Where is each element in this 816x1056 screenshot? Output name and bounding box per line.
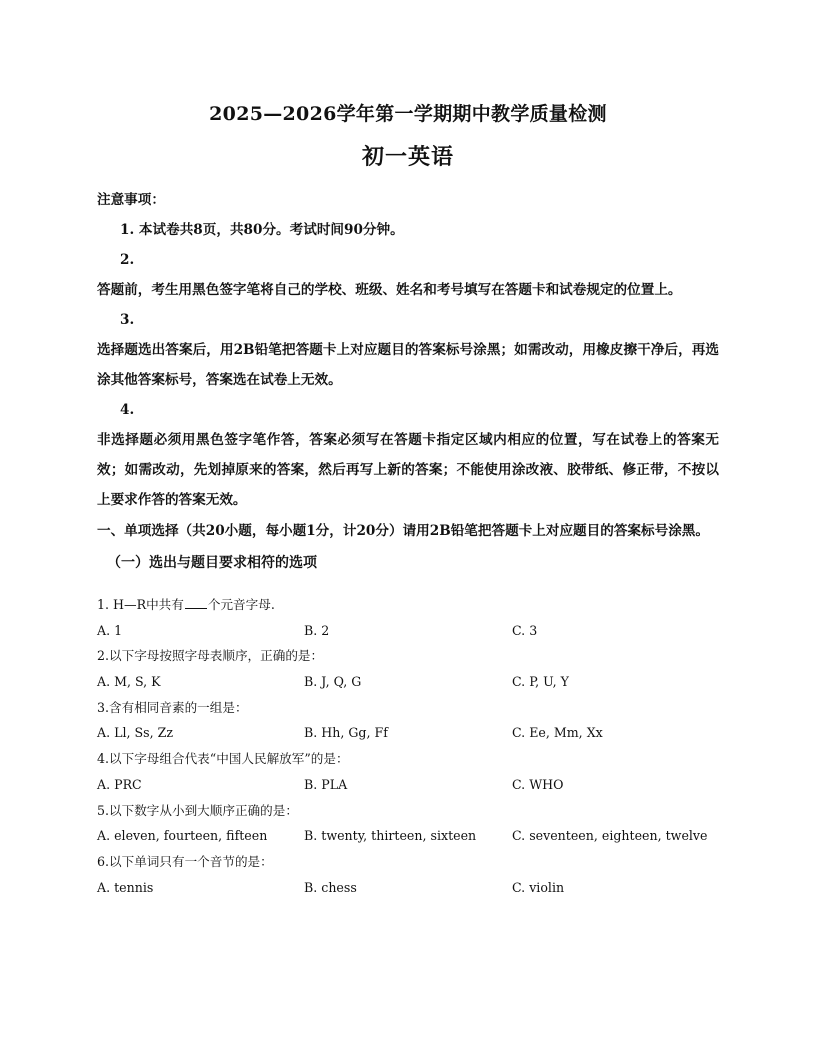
option-c: C. seventeen, eighteen, twelve [512,828,708,844]
question-5 [97,798,719,849]
option-a: A. tennis [97,879,154,895]
notice-block [97,185,719,515]
question-stem [97,592,719,618]
question-list [97,592,719,900]
option-b: B. Hh, Gg, Ff [304,725,388,741]
option-b: B. chess [304,879,357,895]
question-stem: 2.以下字母按照字母表顺序，正确的是： [97,648,324,664]
notice-item-3-number: 3. [120,312,135,328]
notice-item-3-text: 选择题选出答案后，用2B铅笔把答题卡上对应题目的答案标号涂黑；如需改动，用橡皮擦干净后，再选涂其他答案标号，答案选在试卷上无效。 [97,342,719,388]
option-c: C. P, U, Y [512,674,569,690]
question-1 [97,592,719,643]
option-row [97,720,719,746]
question-6 [97,849,719,900]
option-row [97,823,719,849]
option-b: B. J, Q, G [304,674,362,690]
option-c: C. Ee, Mm, Xx [512,725,603,741]
question-2 [97,643,719,694]
question-stem-start: 1. H—R中共有 [97,597,184,612]
exam-title: 2025—2026学年第一学期期中教学质量检测 [209,103,607,125]
notice-item-4-text: 非选择题必须用黑色签字笔作答，答案必须写在答题卡指定区域内相应的位置，写在试卷上的答案无效；如需改动，先划掉原来的答案，然后再写上新的答案；不能使用涂改液、胶带纸、修正带，不按以上要求作答的答案无效。 [97,432,719,508]
notice-item-2-number: 2. [120,252,135,268]
question-3 [97,695,719,746]
option-row [97,669,719,695]
option-row [97,772,719,798]
answer-blank [185,598,207,609]
exam-body [97,185,719,900]
option-c: C. WHO [512,776,564,792]
option-row [97,618,719,644]
question-stem: 4.以下字母组合代表“中国人民解放军”的是： [97,751,349,767]
question-stem: 3.含有相同音素的一组是： [97,699,248,715]
notice-item-1: 1. 本试卷共8页，共80分。考试时间90分钟。 [120,222,404,238]
option-c: C. 3 [512,622,538,638]
option-a: A. eleven, fourteen, fifteen [97,828,268,844]
question-stem: 5.以下数字从小到大顺序正确的是： [97,802,298,818]
option-b: B. twenty, thirteen, sixteen [304,828,477,844]
notice-heading: 注意事项： [97,192,165,208]
option-a: A. Ll, Ss, Zz [97,725,173,741]
option-b: B. 2 [304,622,330,638]
question-stem-end: 个元音字母. [207,597,275,612]
subsection-heading: （一）选出与题目要求相符的选项 [107,555,317,571]
option-b: B. PLA [304,776,348,792]
notice-item-2-text: 答题前，考生用黑色签字笔将自己的学校、班级、姓名和考号填写在答题卡和试卷规定的位置上。 [97,282,682,298]
option-a: A. 1 [97,622,123,638]
notice-item-4-number: 4. [120,402,135,418]
section-heading: 一、单项选择（共20小题，每小题1分，计20分）请用2B铅笔把答题卡上对应题目的答案标号涂黑。 [97,523,709,539]
option-a: A. M, S, K [97,674,161,690]
option-row [97,875,719,901]
question-stem: 6.以下单词只有一个音节的是： [97,853,273,869]
exam-subject: 初一英语 [361,144,454,170]
option-c: C. violin [512,879,565,895]
option-a: A. PRC [97,776,142,792]
question-4 [97,746,719,797]
